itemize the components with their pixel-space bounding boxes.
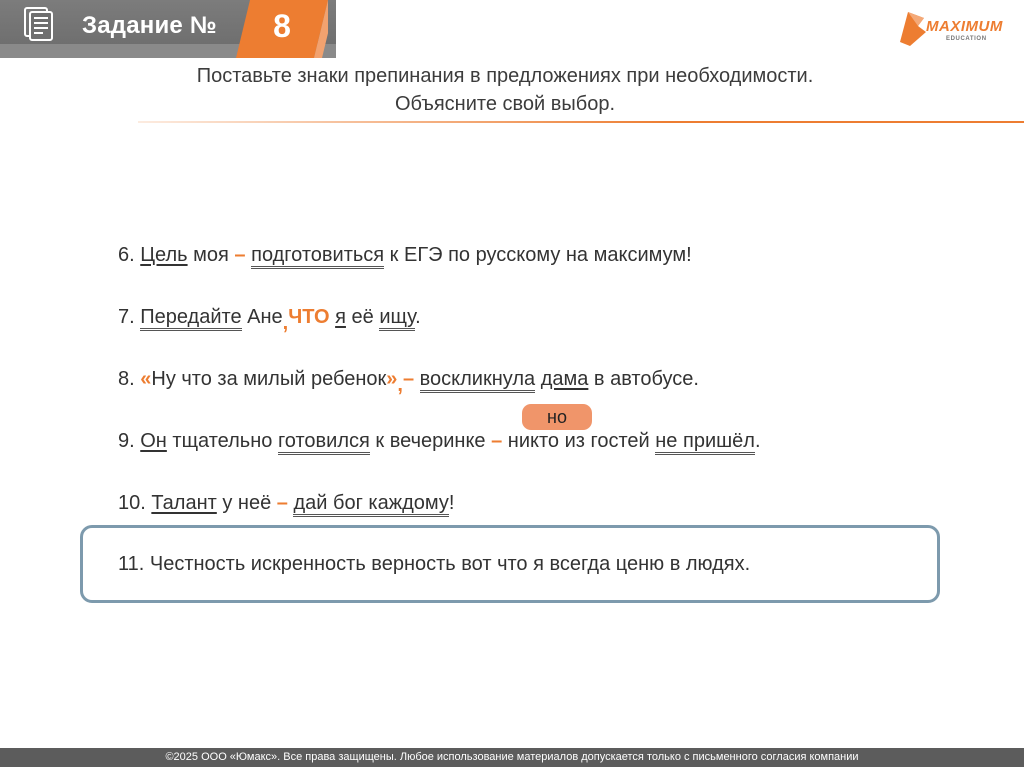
task-number: 8 (273, 8, 291, 44)
sentence-11: 11. Честность искренность верность вот что я всегда ценю в людях. (118, 553, 751, 575)
subject-word: Он (140, 430, 167, 452)
conjunction-word: ЧТО (288, 306, 330, 328)
direct-speech: Ну что за милый ребенок (151, 368, 387, 390)
predicate-word: не пришёл (655, 430, 755, 455)
sentence-7 (118, 306, 421, 334)
plain-text: никто из гостей (502, 430, 656, 452)
sentence-number: 9. (118, 430, 141, 452)
predicate-word: воскликнула (420, 368, 536, 393)
close-quote-mark: » (386, 368, 398, 390)
sentence-number: 7. (118, 306, 141, 328)
sentence-6 (118, 244, 692, 267)
plain-text: . (754, 430, 761, 452)
hint-pill: но (522, 404, 592, 430)
predicate-word: Передайте (140, 306, 241, 331)
subject-word: Цель (140, 244, 188, 266)
predicate-word: ищу (379, 306, 415, 331)
sentence-9 (118, 430, 761, 453)
sentence-number: 8. (118, 368, 141, 390)
plain-text: ! (448, 492, 455, 514)
predicate-word: готовился (278, 430, 370, 455)
task-label: Задание № (82, 12, 217, 39)
predicate-word: дай бог каждому (293, 492, 448, 517)
logo-sub: EDUCATION (946, 36, 987, 42)
open-quote-mark: « (140, 368, 152, 390)
plain-text: моя (187, 244, 235, 266)
maximum-logo (896, 6, 1016, 50)
footer-copyright: ©2025 ООО «Юмакс». Все права защищены. Любое использование материалов допускается только с письменного согласия компании (0, 748, 1024, 767)
plain-text: к ЕГЭ по русскому на максимум! (384, 244, 692, 266)
predicate-word: подготовиться (251, 244, 384, 269)
sentence-number: 10. (118, 492, 152, 514)
logo-word: MAXIMUM (926, 18, 1003, 35)
plain-text: у неё (216, 492, 277, 514)
subject-word: дама (540, 368, 589, 390)
plain-text: её (345, 306, 380, 328)
subject-word: я (335, 306, 346, 328)
plain-text: Ане (241, 306, 283, 328)
instruction (0, 62, 1010, 118)
sentence-number: 6. (118, 244, 141, 266)
instruction-line-1: Поставьте знаки препинания в предложениях при необходимости. (196, 65, 814, 87)
header-bar (0, 0, 336, 58)
comma-mark: , (282, 312, 289, 334)
dash-mark: – (402, 368, 415, 390)
header-divider (138, 121, 1024, 123)
logo-mark-icon (896, 8, 930, 48)
instruction-line-2: Объясните свой выбор. (394, 93, 616, 115)
dash-mark: – (491, 430, 503, 452)
plain-text: в автобусе. (588, 368, 699, 390)
comma-mark: , (397, 374, 403, 396)
sentence-10 (118, 492, 454, 515)
plain-text: к вечеринке (369, 430, 492, 452)
dash-mark: – (276, 492, 288, 514)
document-icon (24, 7, 54, 41)
plain-text (414, 368, 420, 390)
sentence-8 (118, 368, 699, 396)
plain-text: . (415, 306, 421, 328)
dash-mark: – (234, 244, 246, 266)
subject-word: Талант (151, 492, 217, 514)
plain-text: тщательно (166, 430, 278, 452)
